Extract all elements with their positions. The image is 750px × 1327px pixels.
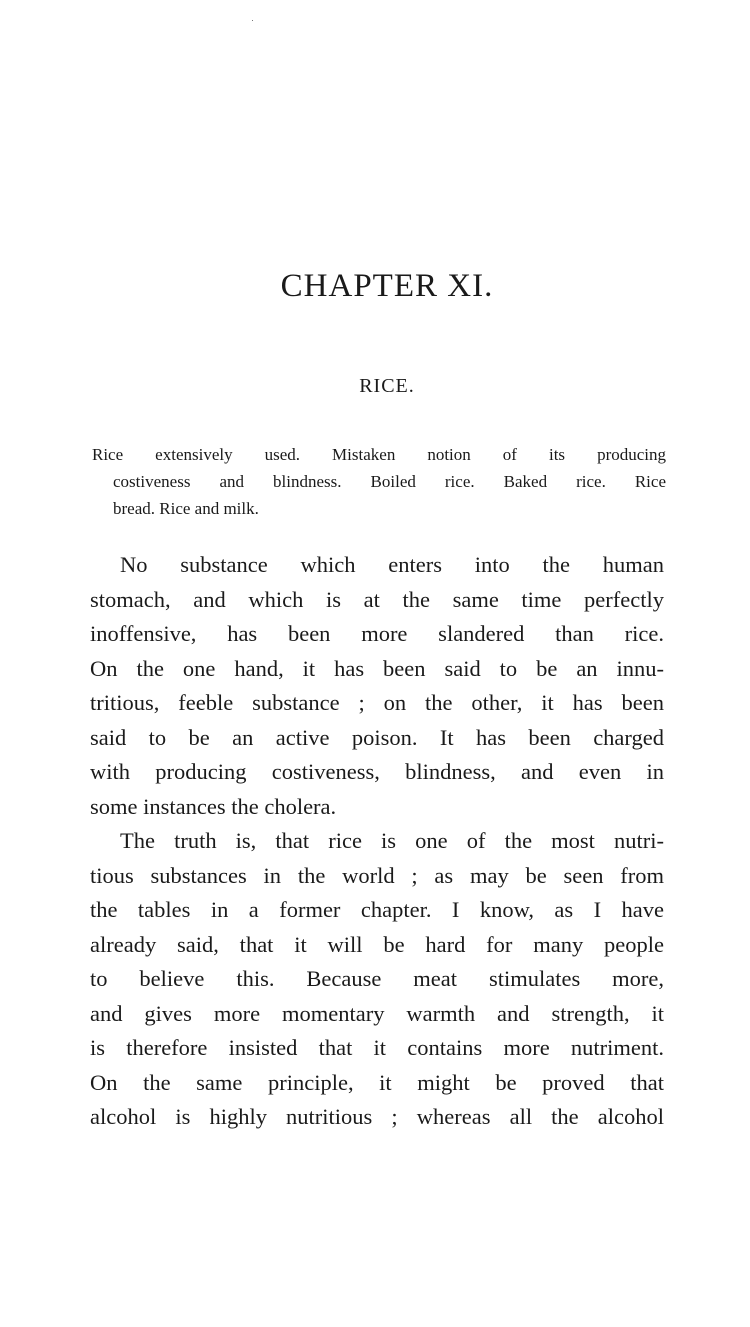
text-line: some instances the cholera. — [90, 793, 337, 819]
text-line: On the one hand, it has been said to be an innu- — [90, 655, 664, 681]
text-line: alcohol is highly nutritious ; whereas all the alcohol — [90, 1104, 664, 1129]
text-line: No substance which enters into the human — [120, 552, 664, 577]
text-line: said to be an active poison. It has been charged — [90, 724, 664, 750]
body-text — [90, 548, 664, 1135]
text-line: tritious, feeble substance ; on the other, it has been — [90, 690, 664, 715]
text-line: with producing costiveness, blindness, and even in — [90, 759, 664, 784]
scan-speck — [252, 20, 253, 21]
text-line: stomach, and which is at the same time perfectly — [90, 586, 664, 612]
chapter-title: CHAPTER XI. — [280, 268, 494, 304]
summary-line: Rice extensively used. Mistaken notion of its producing — [92, 445, 666, 464]
paragraph — [90, 824, 664, 1135]
text-line: tious substances in the world ; as may be seen from — [90, 862, 664, 888]
paragraph — [90, 548, 664, 824]
chapter-summary — [92, 441, 666, 522]
text-line: inoffensive, has been more slandered than rice. — [90, 621, 664, 646]
summary-line: costiveness and blindness. Boiled rice. Baked rice. Rice — [113, 472, 666, 491]
text-line: On the same principle, it might be proved that — [90, 1069, 664, 1095]
summary-line: bread. Rice and milk. — [113, 499, 259, 518]
text-line: the tables in a former chapter. I know, as I have — [90, 897, 664, 922]
text-line: and gives more momentary warmth and strength, it — [90, 1000, 664, 1026]
text-line: to believe this. Because meat stimulates more, — [90, 966, 664, 991]
text-line: The truth is, that rice is one of the most nutri- — [120, 828, 664, 853]
text-line: already said, that it will be hard for many people — [90, 931, 664, 957]
text-line: is therefore insisted that it contains more nutriment. — [90, 1035, 664, 1060]
chapter-subject: RICE. — [359, 375, 415, 397]
